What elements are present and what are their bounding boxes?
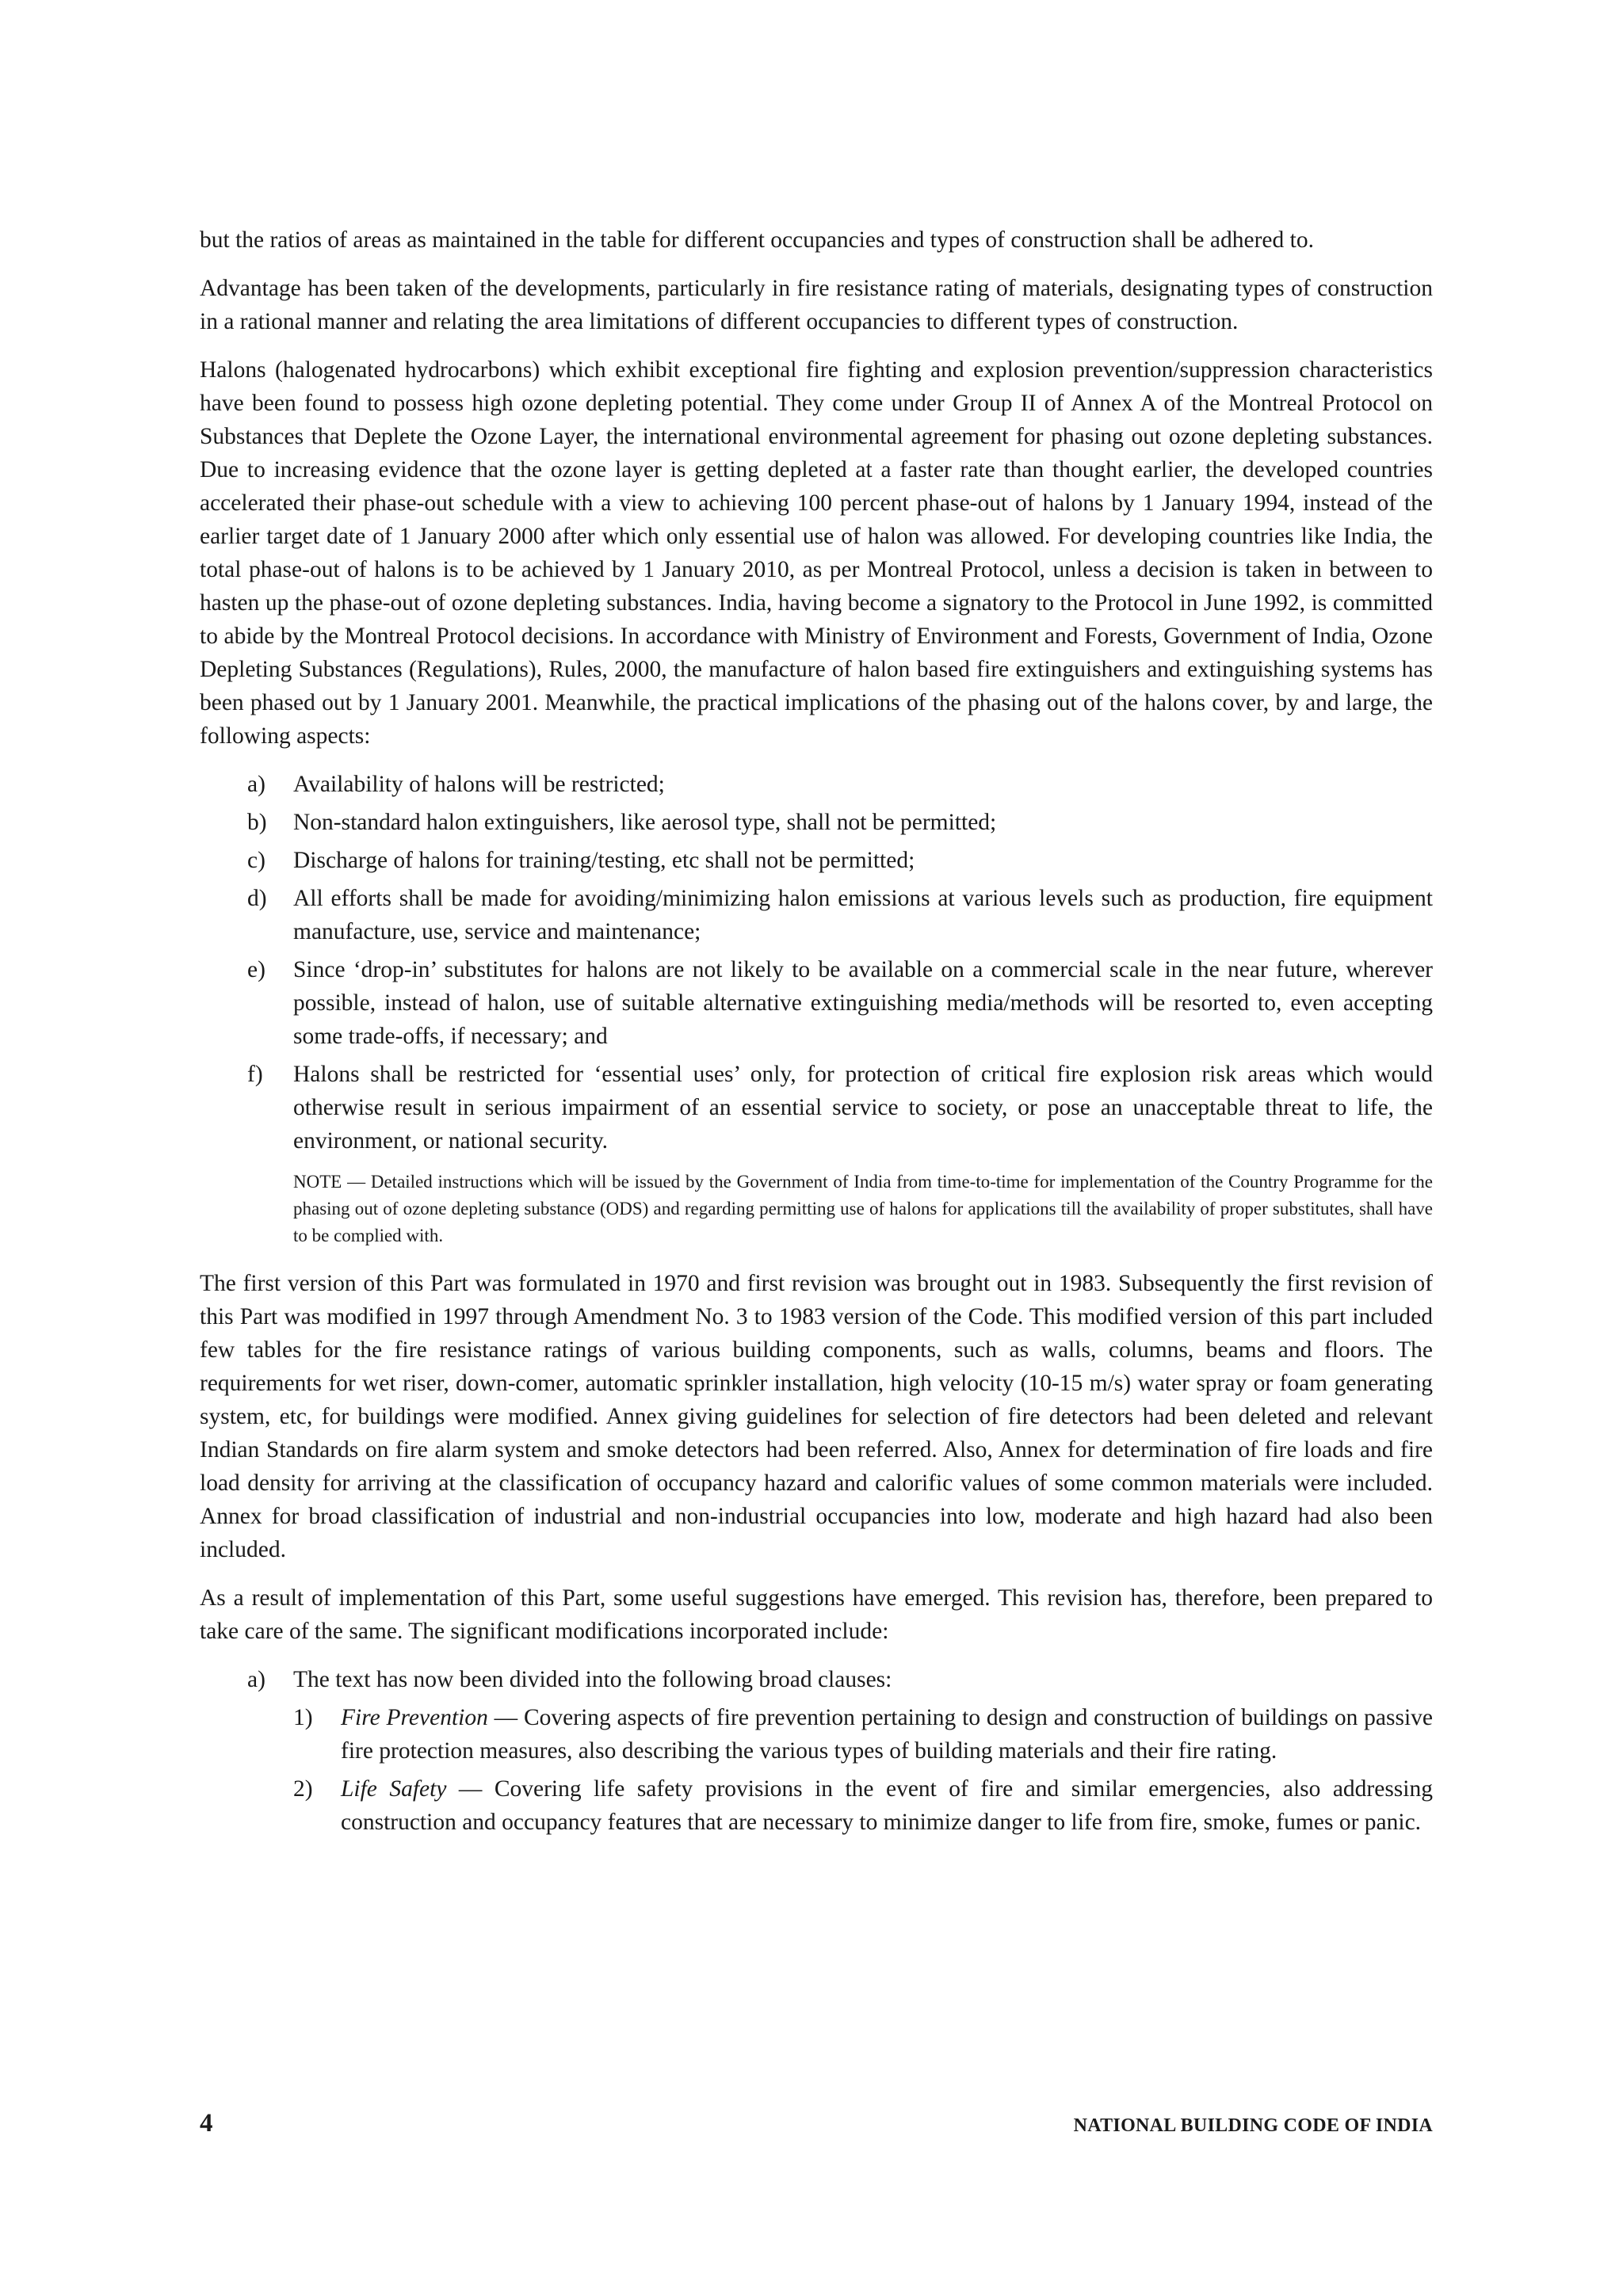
list-item-label: f)	[247, 1062, 263, 1087]
list-item-text: Halons shall be restricted for ‘essential uses’ only, for protection of critical fire explosion risk areas which would otherwise result in serious impairment of an essential service to society, or pose an unacceptable threat to life, the environment, or national security.	[293, 1062, 1433, 1154]
paragraph-version-history: The first version of this Part was formulated in 1970 and first revision was brought out in 1983. Subsequently the first revision of this Part was modified in 1997 through Amendment No. 3 to 1983 version of the Code. This modified version of this part included few tables for the fire resistance ratings of various building components, such as walls, columns, beams and floors. The requirements for wet riser, down-comer, automatic sprinkler installation, high velocity (10-15 m/s) water spray or foam generating system, etc, for buildings were modified. Annex giving guidelines for selection of fire detectors had been deleted and relevant Indian Standards on fire alarm system and smoke detectors had been referred. Also, Annex for determination of fire loads and fire load density for arriving at the classification of occupancy hazard and calorific values of some common materials were included. Annex for broad classification of industrial and non-industrial occupancies into low, moderate and high hazard had also been included.	[200, 1271, 1433, 1562]
list-item-label: a)	[247, 772, 265, 797]
clause-title: Life Safety	[341, 1776, 447, 1802]
sublist-item-text	[341, 1772, 1433, 1839]
running-title: NATIONAL BUILDING CODE OF INDIA	[1073, 2115, 1433, 2136]
clause-title: Fire Prevention	[341, 1705, 488, 1730]
list-item-text: All efforts shall be made for avoiding/minimizing halon emissions at various levels such as production, fire equipment manufacture, use, service and maintenance;	[293, 886, 1433, 944]
list-item-text: Non-standard halon extinguishers, like aerosol type, shall not be permitted;	[293, 810, 997, 835]
sublist-item-text	[341, 1701, 1433, 1768]
list-item	[200, 844, 1433, 877]
list-item-text: Discharge of halons for training/testing, etc shall not be permitted;	[293, 848, 915, 873]
list-item-label: e)	[247, 957, 265, 982]
list-item-label: a)	[247, 1667, 265, 1692]
page-footer	[200, 2109, 1433, 2138]
paragraph-halons: Halons (halogenated hydrocarbons) which exhibit exceptional fire fighting and explosion prevention/suppression characteristics have been found to possess high ozone depleting potential. They come under Group II of Annex A of the Montreal Protocol on Substances that Deplete the Ozone Layer, the international environmental agreement for phasing out ozone depleting substances. Due to increasing evidence that the ozone layer is getting depleted at a faster rate than thought earlier, the developed countries accelerated their phase-out schedule with a view to achieving 100 percent phase-out of halons by 1 January 1994, instead of the earlier target date of 1 January 2000 after which only essential use of halon was allowed. For developing countries like India, the total phase-out of halons is to be achieved by 1 January 2010, as per Montreal Protocol, unless a decision is taken in between to hasten up the phase-out of ozone depleting substances. India, having become a signatory to the Protocol in June 1992, is committed to abide by the Montreal Protocol decisions. In accordance with Ministry of Environment and Forests, Government of India, Ozone Depleting Substances (Regulations), Rules, 2000, the manufacture of halon based fire extinguishers and extinguishing systems has been phased out by 1 January 2001. Meanwhile, the practical implications of the phasing out of the halons cover, by and large, the following aspects:	[200, 357, 1433, 749]
list-item	[200, 953, 1433, 1053]
halon-implications-list	[200, 768, 1433, 1158]
list-item-label: c)	[247, 848, 265, 873]
list-item-text: The text has now been divided into the following broad clauses:	[293, 1667, 892, 1692]
list-item-label: b)	[247, 810, 267, 835]
list-item	[200, 806, 1433, 839]
list-item-text: Availability of halons will be restricted;	[293, 772, 665, 797]
sublist-item	[200, 1701, 1433, 1768]
sublist-item	[200, 1772, 1433, 1839]
modifications-list	[200, 1663, 1433, 1839]
paragraph-advantage: Advantage has been taken of the developments, particularly in fire resistance rating of materials, designating types of construction in a rational manner and relating the area limitations of different occupancies to different types of construction.	[200, 276, 1433, 334]
list-item	[200, 1058, 1433, 1158]
clauses-sublist	[200, 1701, 1433, 1839]
clause-description: — Covering life safety provisions in the event of fire and similar emergencies, also addressing construction and occupancy features that are necessary to minimize danger to life from fire, smoke, fumes or panic.	[341, 1776, 1433, 1835]
paragraph-area-ratios: but the ratios of areas as maintained in the table for different occupancies and types of construction shall be adhered to.	[200, 227, 1314, 253]
clause-description: — Covering aspects of fire prevention pertaining to design and construction of buildings on passive fire protection measures, also describing the various types of building materials and their fire rating.	[341, 1705, 1433, 1764]
sublist-item-label: 1)	[293, 1705, 313, 1730]
paragraph-revision: As a result of implementation of this Part, some useful suggestions have emerged. This revision has, therefore, been prepared to take care of the same. The significant modifications incorporated include:	[200, 1585, 1433, 1644]
document-body	[200, 223, 1433, 1850]
list-item-text: Since ‘drop-in’ substitutes for halons are not likely to be available on a commercial scale in the near future, wherever possible, instead of halon, use of suitable alternative extinguishing media/methods will be resorted to, even accepting some trade-offs, if necessary; and	[293, 957, 1433, 1049]
sublist-item-label: 2)	[293, 1776, 313, 1802]
page-number: 4	[200, 2109, 213, 2138]
list-item	[200, 1663, 1433, 1696]
list-item	[200, 882, 1433, 948]
note-ods: NOTE — Detailed instructions which will be issued by the Government of India from time-to-time for implementation of the Country Programme for the phasing out of ozone depleting substance (ODS) and regarding permitting use of halons for applications till the availability of proper substitutes, shall have to be complied with.	[293, 1172, 1433, 1245]
list-item-label: d)	[247, 886, 267, 911]
list-item	[200, 768, 1433, 801]
